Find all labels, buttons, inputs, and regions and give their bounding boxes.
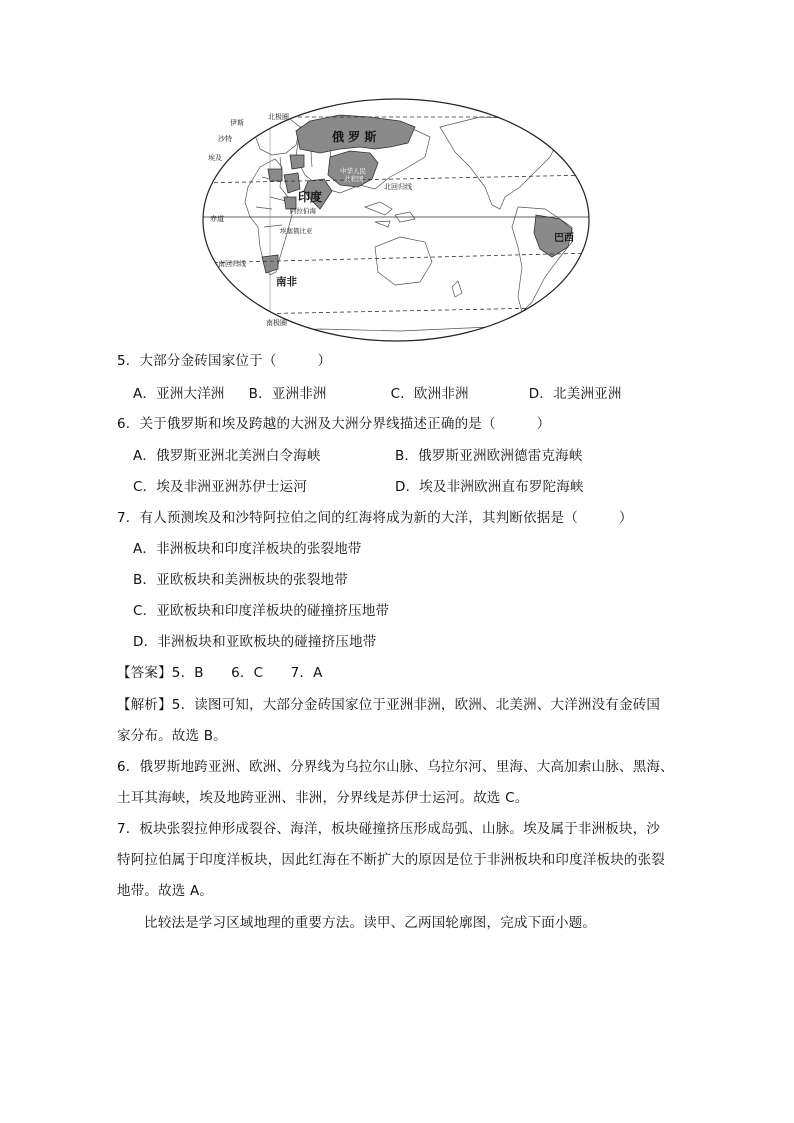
q7-stem: 7．有人预测埃及和沙特阿拉伯之间的红海将成为新的大洋，其判断依据是（ ） <box>117 510 633 526</box>
label-tropic-cancer: 北回归线 <box>384 183 412 191</box>
label-china-2: 共和国 <box>344 175 364 183</box>
q7-option-a: A．非洲板块和印度洋板块的张裂地带 <box>133 541 362 557</box>
label-china-1: 中华人民 <box>340 167 366 175</box>
label-tropic-capricorn: 南回归线 <box>218 260 246 268</box>
label-saudi: 沙特 <box>218 135 232 143</box>
q5-options-row <box>133 384 622 404</box>
q7-option-c: C．亚欧板块和印度洋板块的碰撞挤压地带 <box>133 603 390 619</box>
label-south-africa: 南非 <box>276 276 297 288</box>
label-south-polar: 南极圈 <box>266 319 287 327</box>
q5-option-a: A．亚洲大洋洲 <box>133 386 225 402</box>
q7-option-d: D．非洲板块和亚欧板块的碰撞挤压地带 <box>133 634 377 650</box>
label-russia: 俄 罗 斯 <box>332 130 377 144</box>
analysis-line-7: 地带。故选 A。 <box>117 883 214 899</box>
next-section-intro: 比较法是学习区域地理的重要方法。读甲、乙两国轮廓图，完成下面小题。 <box>144 915 597 931</box>
label-brazil: 巴西 <box>554 233 574 244</box>
label-iran: 伊斯 <box>230 119 244 127</box>
analysis-line-6: 特阿拉伯属于印度洋板块，因此红海在不断扩大的原因是位于非洲板块和印度洋板块的张裂 <box>117 852 665 868</box>
label-north-polar: 北极圈 <box>268 113 289 121</box>
label-arabian-sea: 阿拉伯海 <box>290 207 316 215</box>
analysis-line-3: 6．俄罗斯地跨亚洲、欧洲、分界线为乌拉尔山脉、乌拉尔河、里海、大高加索山脉、黑海、 <box>117 759 674 775</box>
q6-option-c: C．埃及非洲亚洲苏伊士运河 <box>133 479 308 495</box>
q7-option-b: B．亚欧板块和美洲板块的张裂地带 <box>133 572 348 588</box>
q5-option-d: D．北美洲亚洲 <box>528 386 622 402</box>
q5-option-b: B．亚洲非洲 <box>248 386 327 402</box>
q6-stem: 6．关于俄罗斯和埃及跨越的大洲及大洲分界线描述正确的是（ ） <box>117 416 551 432</box>
label-equator: 赤道 <box>210 215 224 223</box>
q5-option-c: C．欧洲非洲 <box>390 386 469 402</box>
label-ethiopia: 埃塞俄比亚 <box>280 227 313 235</box>
label-india: 印度 <box>298 190 323 204</box>
q5-stem: 5．大部分金砖国家位于（ ） <box>117 353 332 369</box>
analysis-line-4: 土耳其海峡，埃及地跨亚洲、非洲，分界线是苏伊士运河。故选 C。 <box>117 790 529 806</box>
q6-option-a: A．俄罗斯亚洲北美洲白令海峡 <box>133 448 321 464</box>
analysis-line-5: 7．板块张裂拉伸形成裂谷、海洋，板块碰撞挤压形成岛弧、山脉。埃及属于非洲板块，沙 <box>117 821 661 837</box>
answer-line: 【答案】5．B 6．C 7．A <box>117 665 323 681</box>
q6-option-b: B．俄罗斯亚洲欧洲德雷克海峡 <box>395 448 583 464</box>
analysis-line-2: 家分布。故选 B。 <box>117 728 227 744</box>
analysis-line-1: 【解析】5．读图可知，大部分金砖国家位于亚洲非洲，欧洲、北美洲、大洋洲没有金砖国 <box>117 697 661 713</box>
label-egypt: 埃及 <box>208 154 222 162</box>
greenland <box>520 103 550 121</box>
q6-option-d: D．埃及非洲欧洲直布罗陀海峡 <box>395 479 584 495</box>
world-map-figure <box>200 97 592 343</box>
iran-shape <box>290 155 304 169</box>
